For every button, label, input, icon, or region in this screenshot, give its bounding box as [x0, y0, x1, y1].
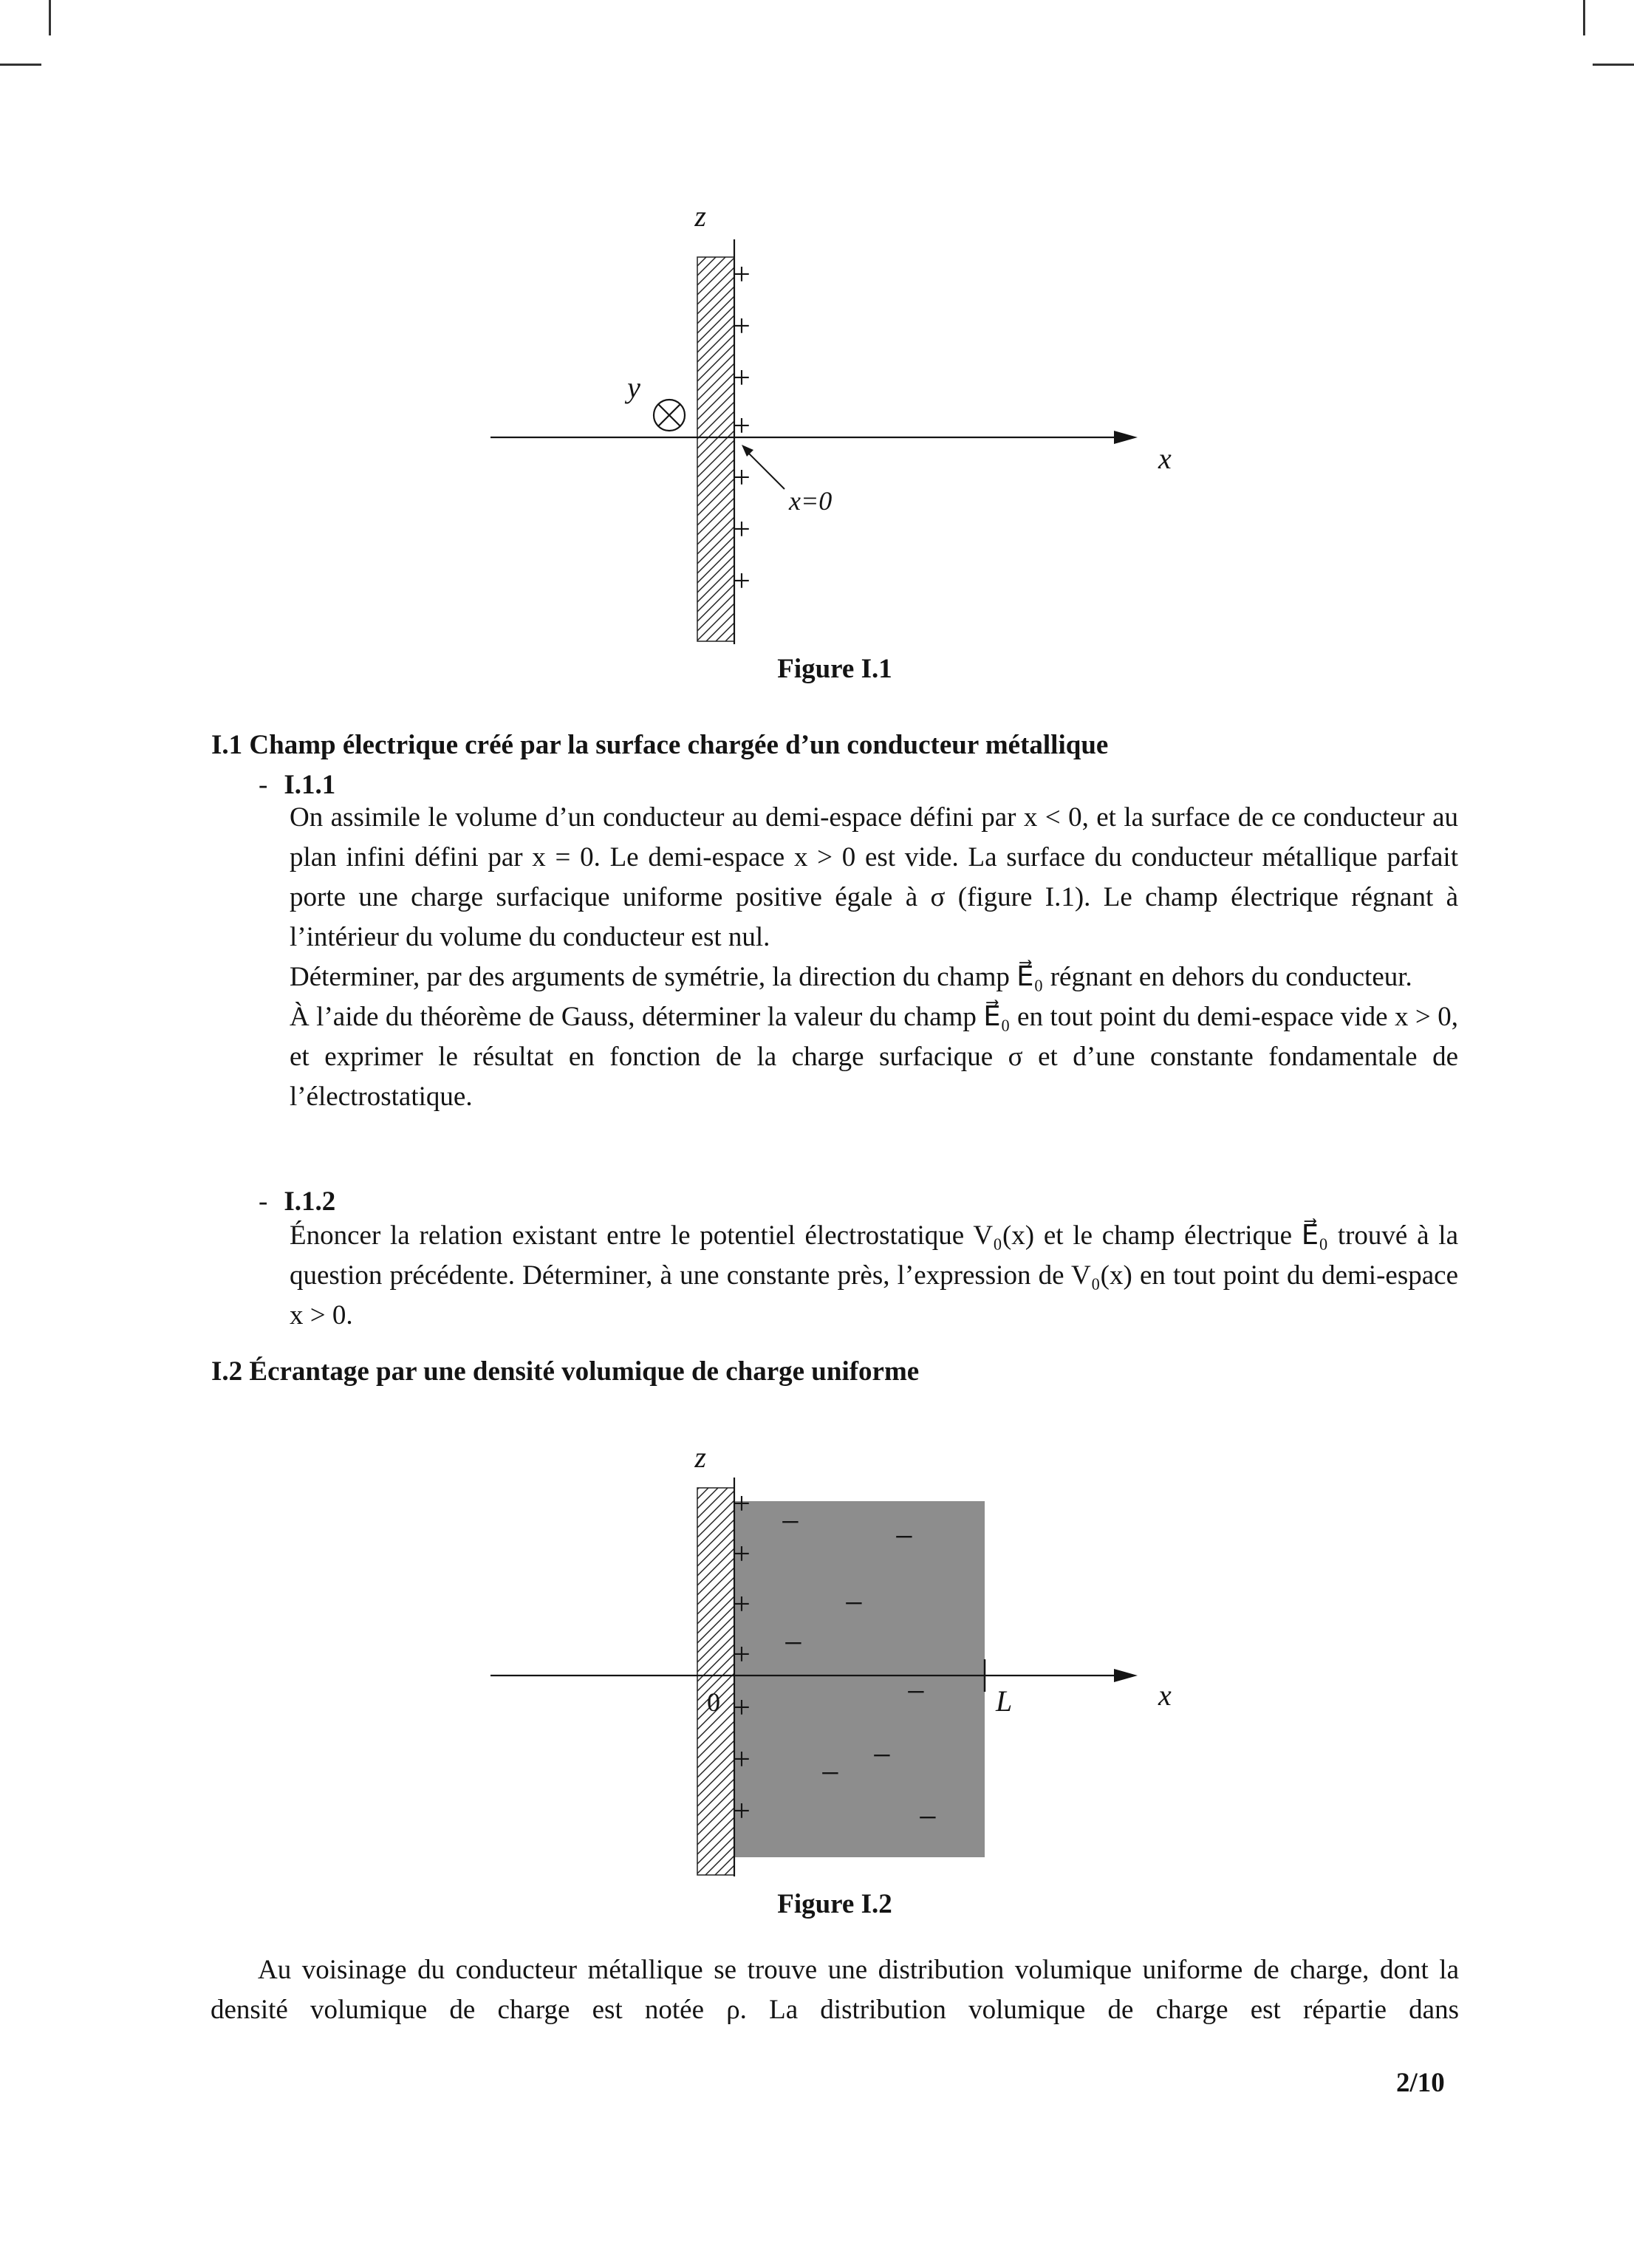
- plus-charge: +: [733, 1638, 751, 1672]
- plus-charge: +: [733, 409, 751, 443]
- surface-plus-charges: [733, 258, 751, 598]
- item-I.1.2-head: [259, 1183, 335, 1220]
- plus-charge: +: [733, 1743, 751, 1777]
- plus-charge: +: [733, 564, 751, 598]
- z-axis-label: z: [694, 1441, 706, 1474]
- plus-charge: +: [733, 310, 751, 344]
- minus-charge: −: [872, 1736, 892, 1775]
- L-label: L: [996, 1684, 1013, 1718]
- item-I.1.2-paragraphs: [290, 1216, 1458, 1336]
- z-axis-label: z: [694, 199, 706, 233]
- figure1-caption: Figure I.1: [777, 654, 892, 684]
- plus-charge: +: [733, 258, 751, 292]
- hatched-conductor-surface: [697, 257, 734, 641]
- plus-charge: +: [733, 513, 751, 547]
- minus-charge: −: [906, 1673, 926, 1711]
- paragraph: Énoncer la relation existant entre le potentiel électrostatique V₀(x) et le champ électrique E⃗₀ trouvé à la question précédente. Déterminer, à une constante près, l’expression de V₀(x) en tout point du demi-espace x > 0.: [290, 1220, 1458, 1331]
- hatched-conductor-surface: [697, 1488, 734, 1875]
- x-axis-label: x: [1158, 1678, 1172, 1712]
- section1-heading: I.1 Champ électrique créé par la surface chargée d’un conducteur métallique: [211, 730, 1109, 760]
- plus-charge: +: [733, 1487, 751, 1521]
- origin-label: 0: [707, 1687, 720, 1717]
- figure2-diagram: [443, 1436, 1226, 1887]
- plus-charge: +: [733, 1537, 751, 1571]
- plus-charge: +: [733, 361, 751, 395]
- item-label: I.1.2: [284, 1186, 336, 1217]
- minus-charge: −: [844, 1584, 864, 1622]
- item-label: I.1.1: [284, 770, 336, 800]
- origin-annotation-arrow-line: [748, 453, 784, 489]
- figure1-diagram: [443, 194, 1226, 674]
- section2-heading: I.2 Écrantage par une densité volumique de charge uniforme: [211, 1356, 920, 1387]
- paragraph: Déterminer, par des arguments de symétrie, la direction du champ E⃗₀ régnant en dehors du conducteur.: [290, 962, 1412, 992]
- item-dash: -: [259, 770, 268, 800]
- plus-charge: +: [733, 1691, 751, 1725]
- minus-charge: −: [895, 1517, 914, 1556]
- page-number: 2/10: [1396, 2068, 1445, 2098]
- item-I.1.1-paragraphs: [290, 798, 1458, 1117]
- into-page-symbol-icon: [654, 400, 685, 431]
- plus-charge: +: [733, 1794, 751, 1828]
- x-axis-arrowhead: [1114, 1669, 1138, 1682]
- minus-charge: −: [918, 1798, 937, 1837]
- origin-annotation-label: x=0: [789, 486, 833, 516]
- plus-charge: +: [733, 461, 751, 495]
- paragraph: Au voisinage du conducteur métallique se trouve une distribution volumique uniforme de charge, dont la densité volumique de charge est notée ρ. La distribution volumique de charge est répartie dans: [211, 1955, 1459, 2025]
- y-axis-label: y: [627, 371, 640, 404]
- minus-charge: −: [784, 1624, 803, 1662]
- crop-mark-top-left-vertical: [49, 0, 51, 35]
- x-axis-arrowhead: [1114, 431, 1138, 444]
- crop-mark-top-right-horizontal: [1593, 64, 1634, 66]
- minus-charge: −: [821, 1754, 840, 1792]
- gray-charge-region: [735, 1501, 985, 1857]
- paragraph: On assimile le volume d’un conducteur au demi-espace défini par x < 0, et la surface de ce conducteur au plan infini défini par x = 0. Le demi-espace x > 0 est vide. La surface du conducteur métallique parfait porte une charge surfacique uniforme positive égale à σ (figure I.1). Le champ électrique régnant à l’intérieur du volume du conducteur est nul.: [290, 802, 1458, 952]
- section2-intro-block: [211, 1950, 1459, 2030]
- crop-mark-top-right-vertical: [1583, 0, 1585, 35]
- minus-charge: −: [781, 1503, 800, 1541]
- paragraph: À l’aide du théorème de Gauss, déterminer la valeur du champ E⃗₀ en tout point du demi-espace vide x > 0, et exprimer le résultat en fonction de la charge surfacique σ et d’une constante fondamentale de l’électrostatique.: [290, 1002, 1458, 1112]
- origin-annotation-arrowhead: [742, 445, 753, 457]
- item-dash: -: [259, 1186, 268, 1217]
- plus-charge: +: [733, 1588, 751, 1622]
- x-axis-label: x: [1158, 442, 1172, 475]
- crop-mark-top-left-horizontal: [0, 64, 41, 66]
- figure2-caption: Figure I.2: [777, 1889, 892, 1919]
